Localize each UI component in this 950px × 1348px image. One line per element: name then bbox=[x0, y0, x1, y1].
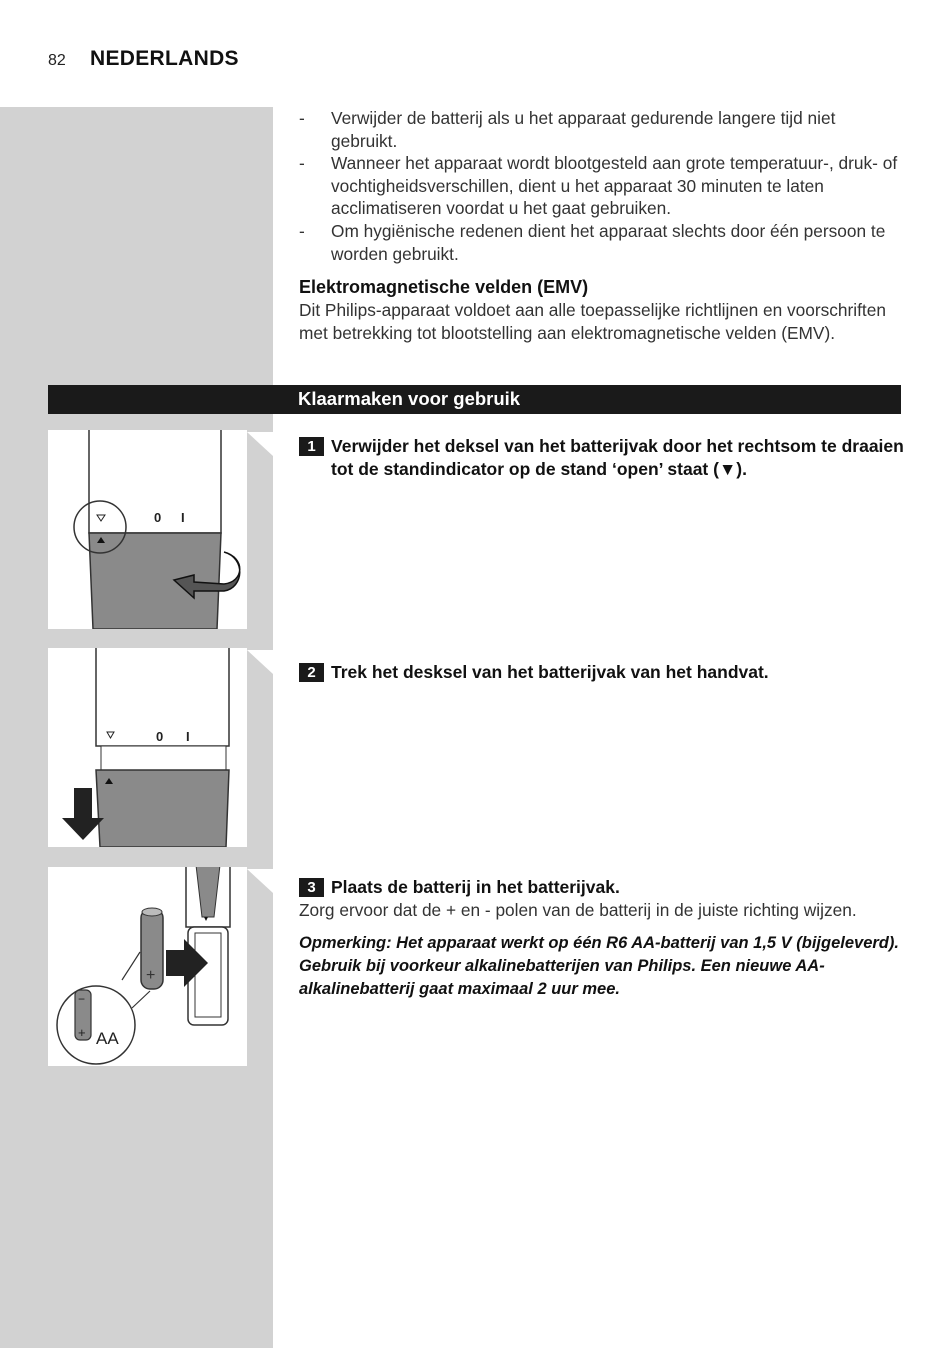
list-item-text: Verwijder de batterij als u het apparaat gedurende langere tijd niet gebruikt. bbox=[331, 108, 836, 151]
emv-paragraph: Dit Philips-apparaat voldoet aan alle toepasselijke richtlijnen en voorschriften met betrekking tot blootstelling aan elektromagnetische velden (EMV). bbox=[299, 300, 886, 343]
step-number: 3 bbox=[299, 878, 324, 897]
svg-text:−: − bbox=[78, 992, 86, 1006]
step-instruction: Verwijder het deksel van het batterijvak door het rechtsom te draaien tot de standindicator op de stand ‘open’ staat (▼). bbox=[331, 436, 904, 479]
illustration-step-1 bbox=[48, 430, 247, 629]
position-mark-open: 0 bbox=[154, 510, 162, 525]
callout-pointer bbox=[247, 650, 273, 674]
precautions-list bbox=[299, 107, 904, 265]
position-mark-closed: I bbox=[181, 510, 185, 525]
insert-battery-illustration bbox=[48, 867, 247, 1066]
step-1 bbox=[299, 435, 904, 481]
step-3 bbox=[299, 876, 904, 1001]
position-mark-open: 0 bbox=[156, 729, 164, 744]
page-number: 82 bbox=[48, 52, 66, 69]
twist-cap-illustration bbox=[48, 430, 247, 629]
callout-pointer bbox=[247, 869, 273, 893]
list-item-text: Wanneer het apparaat wordt blootgesteld aan grote temperatuur-, druk- of vochtigheidsverschillen, dient u het apparaat 30 minuten te laten acclimatiseren voordat u het gaat gebruiken. bbox=[331, 153, 898, 219]
step-detail: Zorg ervoor dat de + en - polen van de batterij in de juiste richting wijzen. bbox=[299, 900, 857, 920]
section-header-title: Klaarmaken voor gebruik bbox=[298, 388, 521, 409]
emv-heading: Elektromagnetische velden (EMV) bbox=[299, 277, 589, 297]
step-note: Opmerking: Het apparaat werkt op één R6 AA-batterij van 1,5 V (bijgeleverd). Gebruik bij voorkeur alkalinebatterijen van Philips. Een nieuwe AA-alkalinebatterij gaat maximaal 2 uur mee. bbox=[299, 934, 899, 998]
illustration-step-3 bbox=[48, 867, 247, 1066]
bullet-dash: - bbox=[299, 220, 305, 241]
bullet-dash: - bbox=[299, 108, 305, 128]
illustration-step-2 bbox=[48, 648, 247, 847]
language-heading: NEDERLANDS bbox=[90, 47, 239, 70]
position-mark-closed: I bbox=[186, 729, 190, 744]
bullet-dash: - bbox=[299, 153, 305, 174]
battery-type-label: AA bbox=[96, 1029, 119, 1048]
step-number: 1 bbox=[299, 437, 324, 456]
list-item-text: Om hygiënische redenen dient het apparaat slechts door één persoon te worden gebruikt. bbox=[331, 220, 886, 264]
step-2 bbox=[299, 661, 904, 684]
list-item bbox=[299, 107, 904, 152]
step-instruction: Trek het desksel van het batterijvak van het handvat. bbox=[331, 662, 769, 682]
step-instruction: Plaats de batterij in het batterijvak. bbox=[331, 877, 620, 897]
svg-text:+: + bbox=[146, 967, 156, 984]
svg-text:+: + bbox=[78, 1025, 86, 1040]
callout-pointer bbox=[247, 432, 273, 456]
list-item bbox=[299, 152, 904, 220]
list-item bbox=[299, 220, 904, 265]
pull-cap-illustration bbox=[48, 648, 247, 847]
step-number: 2 bbox=[299, 663, 324, 682]
section-header-bar bbox=[48, 385, 901, 414]
